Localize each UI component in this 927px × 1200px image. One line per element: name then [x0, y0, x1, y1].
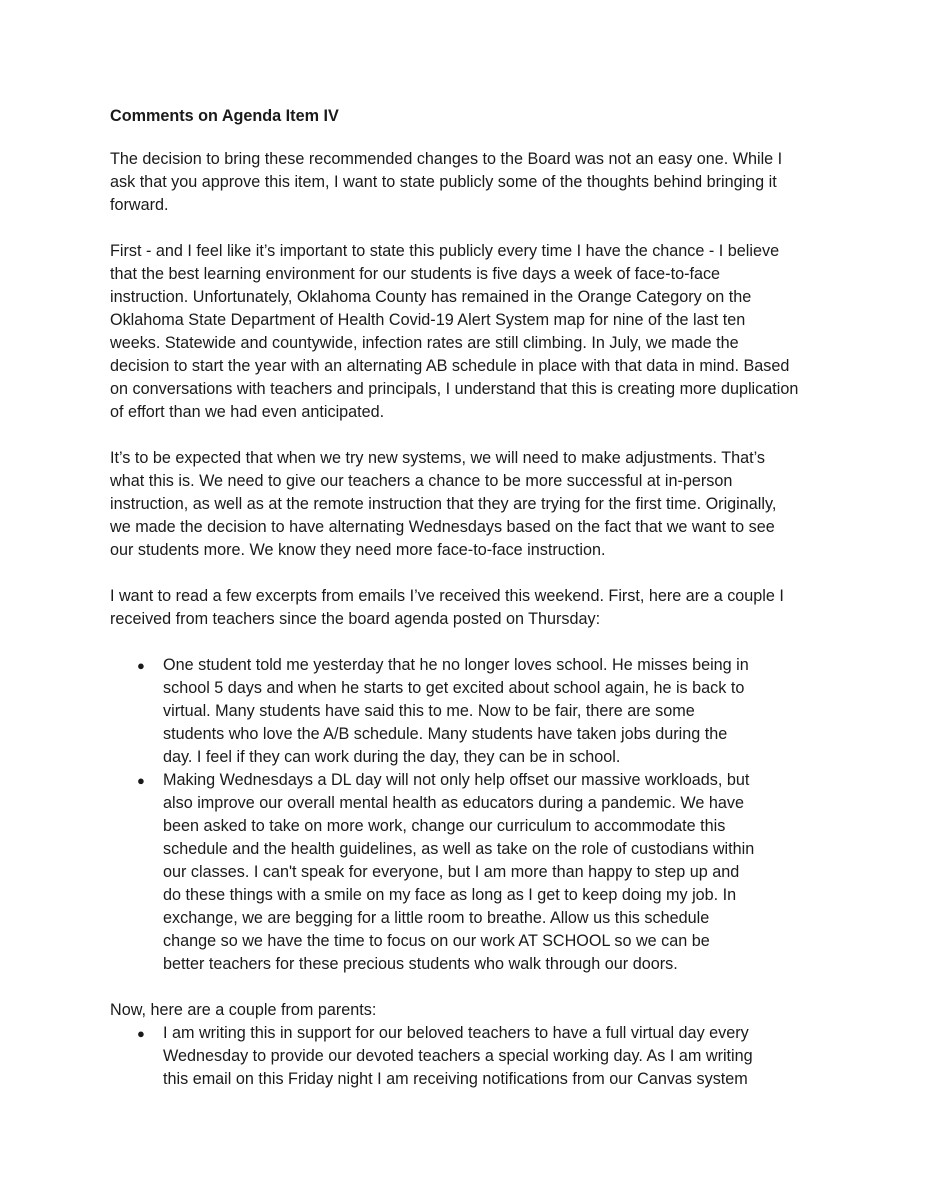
text-line: decision to start the year with an alternating AB schedule in place with that data in mind. Based: [110, 357, 790, 375]
text-line: ask that you approve this item, I want to state publicly some of the thoughts behind bringing it: [110, 173, 777, 191]
text-line: received from teachers since the board agenda posted on Thursday:: [110, 610, 601, 628]
text-line: day. I feel if they can work during the day, they can be in school.: [163, 748, 621, 766]
text-line: change so we have the time to focus on our work AT SCHOOL so we can be: [163, 932, 710, 950]
text-line: that the best learning environment for our students is five days a week of face-to-face: [110, 265, 721, 283]
text-line: do these things with a smile on my face as long as I get to keep doing my job. In: [163, 886, 737, 904]
list-item: [110, 1022, 822, 1091]
text-line: this email on this Friday night I am receiving notifications from our Canvas system: [163, 1070, 748, 1088]
text-line: been asked to take on more work, change our curriculum to accommodate this: [163, 817, 726, 835]
text-line: school 5 days and when he starts to get excited about school again, he is back to: [163, 679, 745, 697]
text-line: what this is. We need to give our teachers a chance to be more successful at in-person: [110, 472, 733, 490]
bullet-icon: ●: [137, 773, 145, 788]
text-line: Making Wednesdays a DL day will not only help offset our massive workloads, but: [163, 771, 750, 789]
paragraph-parents-intro: [110, 999, 822, 1022]
text-line: exchange, we are begging for a little room to breathe. Allow us this schedule: [163, 909, 710, 927]
text-line: instruction, as well as at the remote instruction that they are trying for the first time. Originally,: [110, 495, 777, 513]
text-line: of effort than we had even anticipated.: [110, 403, 385, 421]
text-line: virtual. Many students have said this to me. Now to be fair, there are some: [163, 702, 695, 720]
paragraph-intro: [110, 148, 822, 217]
document-heading: Comments on Agenda Item IV: [110, 107, 339, 125]
text-line: students who love the A/B schedule. Many students have taken jobs during the: [163, 725, 728, 743]
text-line: also improve our overall mental health as educators during a pandemic. We have: [163, 794, 744, 812]
text-line: instruction. Unfortunately, Oklahoma County has remained in the Orange Category on the: [110, 288, 752, 306]
text-line: I want to read a few excerpts from emails I’ve received this weekend. First, here are a couple I: [110, 587, 784, 605]
text-line: on conversations with teachers and principals, I understand that this is creating more duplication: [110, 380, 799, 398]
list-item: [110, 769, 822, 976]
text-line: Wednesday to provide our devoted teachers a special working day. As I am writing: [163, 1047, 753, 1065]
text-line: we made the decision to have alternating Wednesdays based on the fact that we want to see: [110, 518, 775, 536]
text-line: better teachers for these precious students who walk through our doors.: [163, 955, 678, 973]
text-line: Now, here are a couple from parents:: [110, 1001, 377, 1019]
bullet-icon: ●: [137, 1026, 145, 1041]
text-line: The decision to bring these recommended changes to the Board was not an easy one. While I: [110, 150, 783, 168]
text-line: One student told me yesterday that he no longer loves school. He misses being in: [163, 656, 749, 674]
text-line: our classes. I can't speak for everyone, but I am more than happy to step up and: [163, 863, 740, 881]
text-line: First - and I feel like it’s important to state this publicly every time I have the chance - I believe: [110, 242, 780, 260]
paragraph-adjustments: [110, 447, 822, 562]
text-line: schedule and the health guidelines, as well as take on the role of custodians within: [163, 840, 755, 858]
text-line: It’s to be expected that when we try new systems, we will need to make adjustments. That’s: [110, 449, 766, 467]
text-line: I am writing this in support for our beloved teachers to have a full virtual day every: [163, 1024, 749, 1042]
text-line: Oklahoma State Department of Health Covid-19 Alert System map for nine of the last ten: [110, 311, 746, 329]
paragraph-first-point: [110, 240, 822, 424]
list-item: [110, 654, 822, 769]
bullet-icon: ●: [137, 658, 145, 673]
parent-quotes-list: [110, 1022, 822, 1091]
paragraph-excerpts-intro: [110, 585, 822, 631]
teacher-quotes-list: [110, 654, 822, 976]
text-line: weeks. Statewide and countywide, infection rates are still climbing. In July, we made the: [110, 334, 739, 352]
document-page: [110, 105, 822, 1114]
text-line: forward.: [110, 196, 169, 214]
text-line: our students more. We know they need more face-to-face instruction.: [110, 541, 606, 559]
